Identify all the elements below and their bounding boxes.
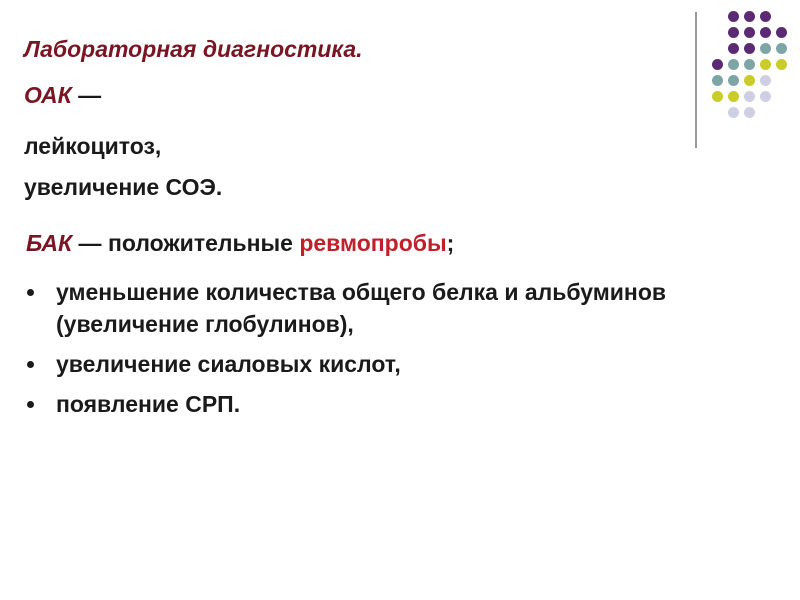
decorative-dot — [728, 107, 739, 118]
decorative-dot — [776, 59, 787, 70]
decorative-dot — [776, 27, 787, 38]
decorative-dot — [712, 75, 723, 86]
leukocytosis-line: лейкоцитоз, — [24, 133, 162, 159]
bak-highlight: ревмопробы — [299, 230, 447, 256]
bullet-icon — [27, 361, 34, 368]
bullet-icon — [27, 401, 34, 408]
decorative-dot — [744, 91, 755, 102]
decorative-dot — [760, 27, 771, 38]
decorative-dot — [760, 59, 771, 70]
decorative-dot — [728, 59, 739, 70]
decorative-dot — [728, 43, 739, 54]
list-item-text: уменьшение количества общего белка и альбуминов (увеличение глобулинов), — [56, 279, 667, 337]
dot-grid-decoration — [712, 11, 792, 129]
decorative-dot — [744, 59, 755, 70]
decorative-dot — [760, 43, 771, 54]
decorative-dot — [744, 43, 755, 54]
oak-line — [24, 81, 101, 109]
decorative-dot — [712, 91, 723, 102]
slide-title: Лабораторная диагностика. — [24, 36, 363, 62]
decorative-dot — [760, 75, 771, 86]
decorative-dot — [728, 75, 739, 86]
decorative-dot — [728, 11, 739, 22]
oak-dash: — — [71, 82, 102, 108]
vertical-divider — [695, 12, 697, 148]
oak-label: ОАК — [24, 82, 72, 108]
bullet-icon — [27, 289, 34, 296]
bak-end: ; — [446, 230, 455, 256]
bak-text: — положительные — [72, 230, 300, 256]
list-item-text: появление СРП. — [56, 391, 241, 417]
decorative-dot — [744, 75, 755, 86]
list-item — [24, 348, 694, 380]
soe-line: увеличение СОЭ. — [24, 174, 223, 200]
decorative-dot — [744, 27, 755, 38]
list-item-text: увеличение сиаловых кислот, — [56, 351, 401, 377]
decorative-dot — [712, 59, 723, 70]
decorative-dot — [744, 107, 755, 118]
decorative-dot — [744, 11, 755, 22]
decorative-dot — [728, 27, 739, 38]
bak-line — [26, 229, 454, 257]
decorative-dot — [728, 91, 739, 102]
list-item — [24, 276, 694, 340]
decorative-dot — [760, 11, 771, 22]
decorative-dot — [776, 43, 787, 54]
list-item — [24, 388, 694, 420]
decorative-dot — [760, 91, 771, 102]
bak-label: БАК — [26, 230, 73, 256]
bullet-list — [24, 276, 694, 420]
